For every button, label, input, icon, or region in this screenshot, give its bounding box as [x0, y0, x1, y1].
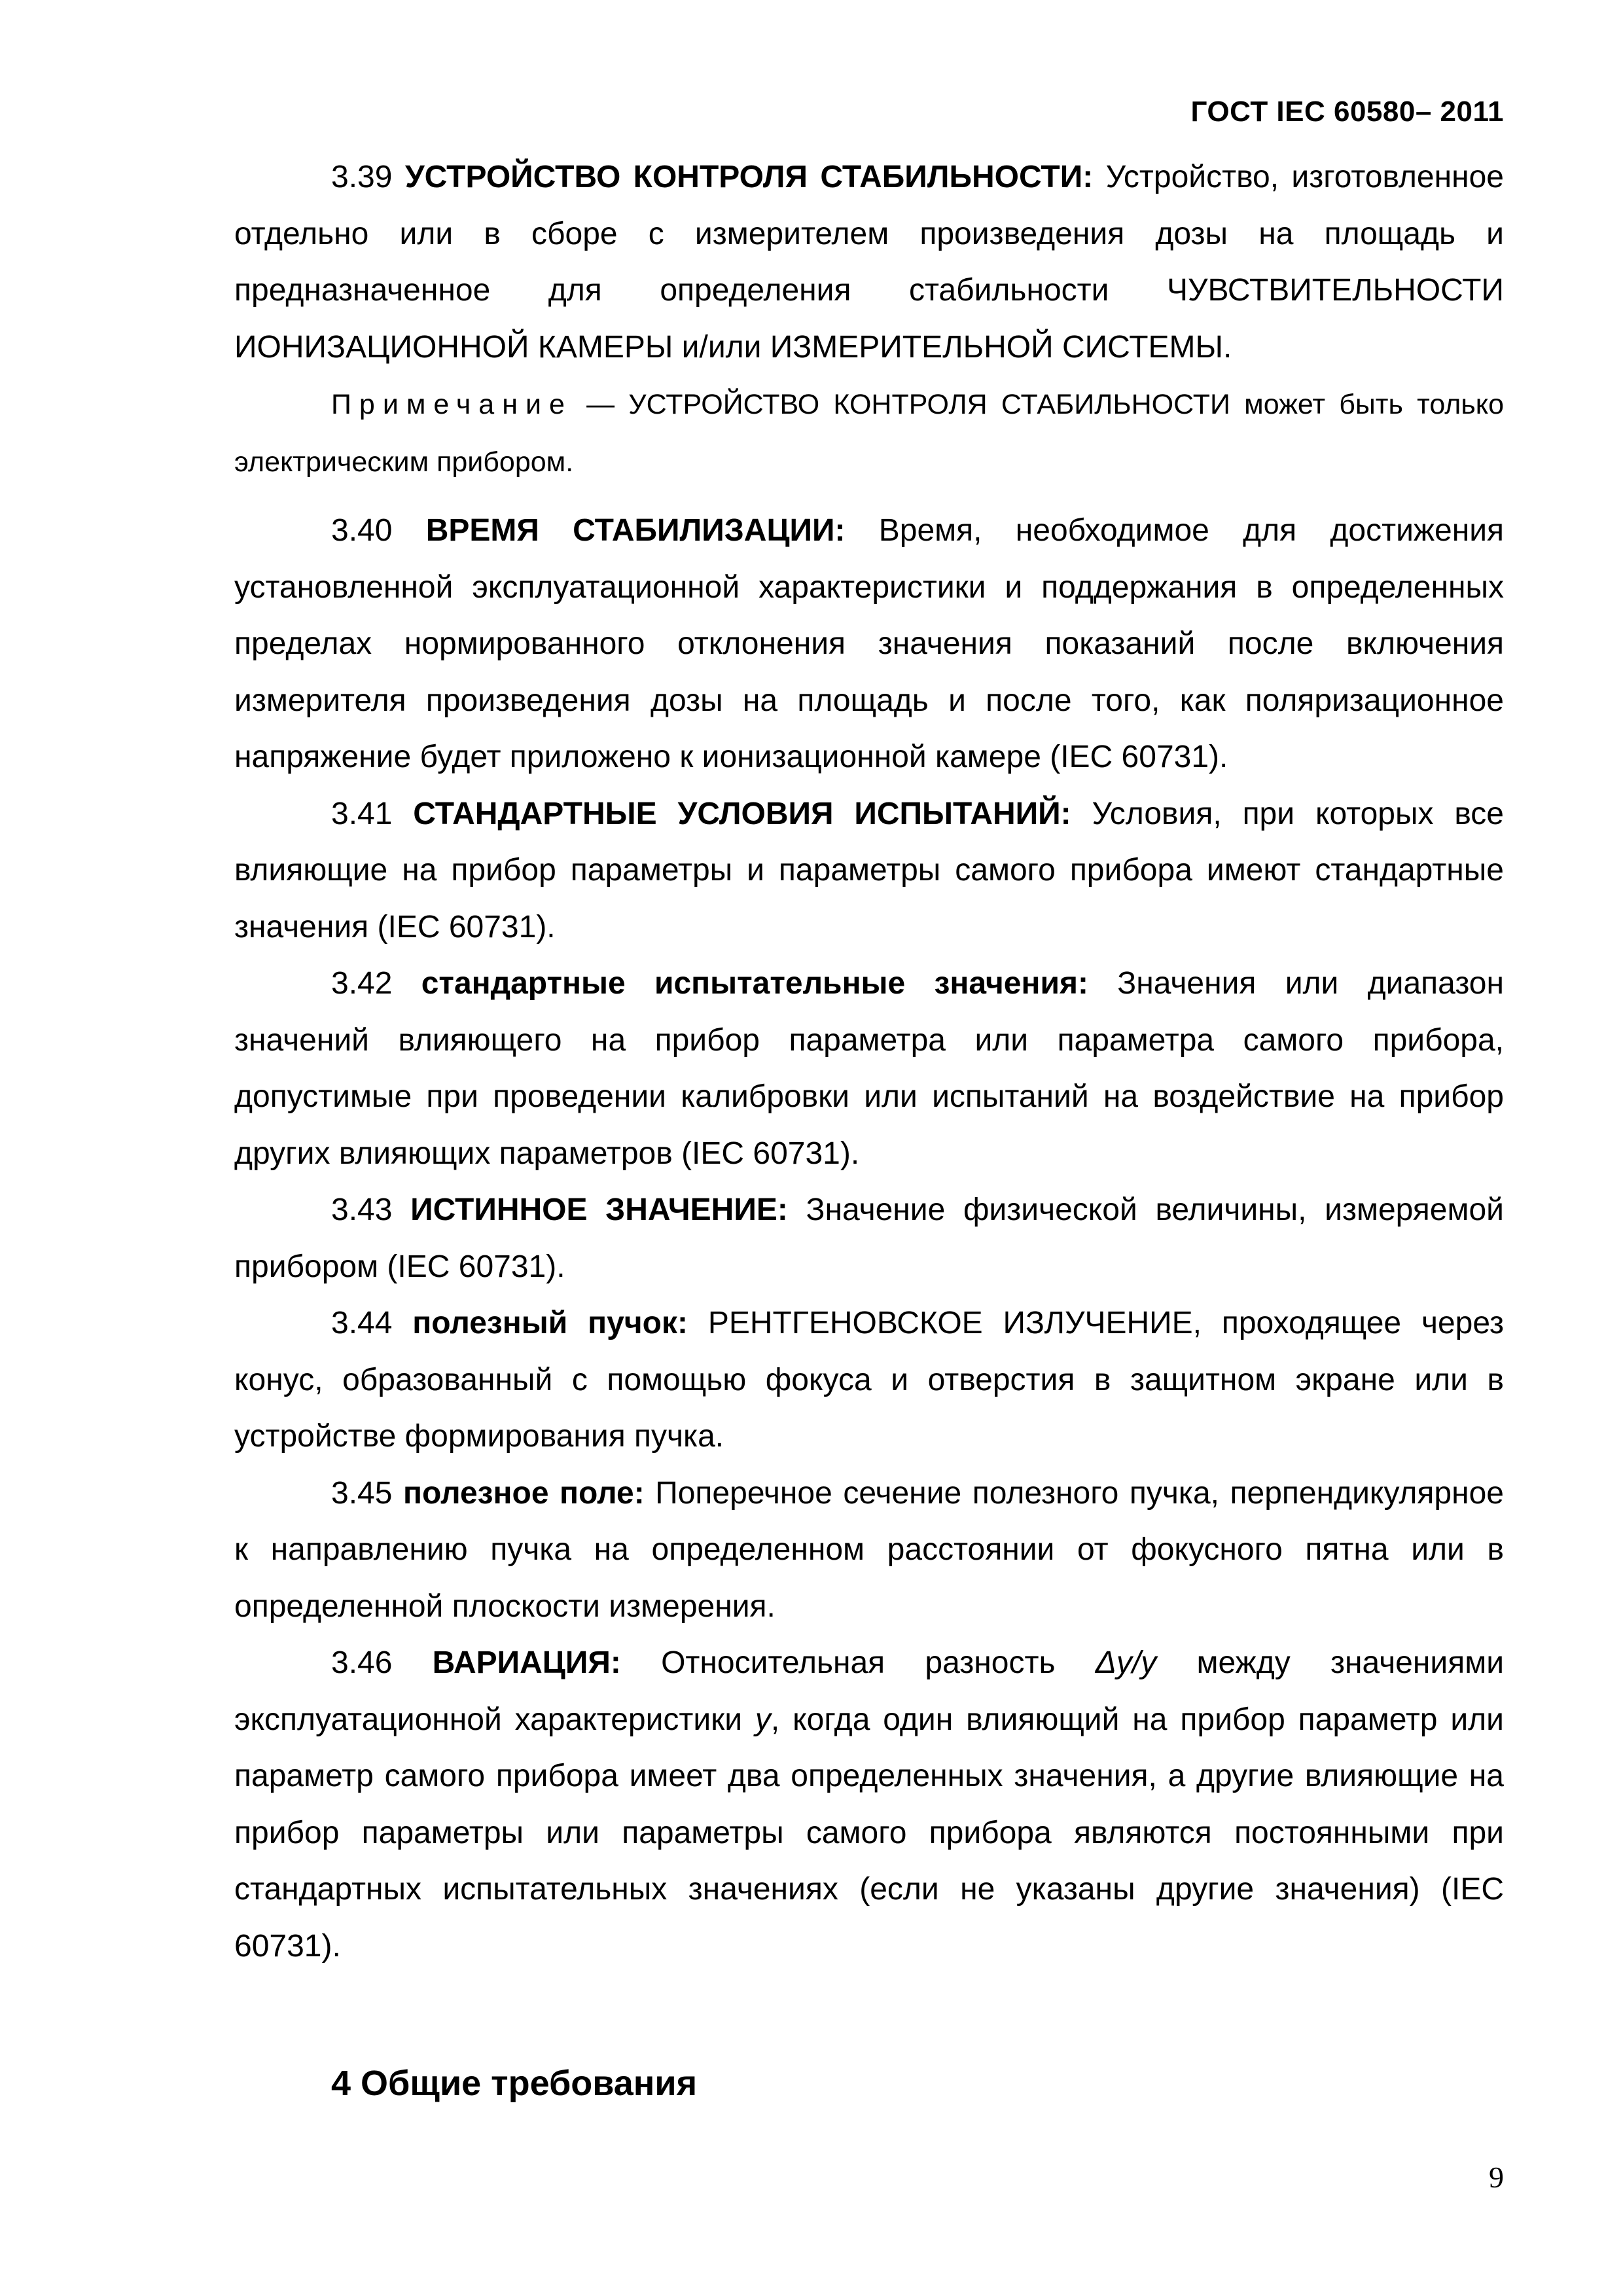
definition-number: 3.43 — [331, 1193, 393, 1227]
definition-number: 3.45 — [331, 1475, 393, 1511]
definition-term: полезное поле: — [402, 1475, 645, 1511]
definition-text: Условия, при которых все влияющие на прибор параметры и параметры самого прибора имеют стандартные значения (IEC 60731). — [234, 796, 1504, 944]
definition-text: Поперечное сечение полезного пучка, перпендикулярное к направлению пучка на определенном расстоянии от фокусного пятна или в определенной плоскости измерения. — [234, 1475, 1504, 1624]
definition-3-41 — [234, 786, 1504, 956]
definition-number: 3.42 — [331, 966, 393, 1001]
definition-text: , когда один влияющий на прибор параметр или параметр самого прибора имеет два определенных значения, а другие влияющие на прибор параметры или параметры самого прибора являются постоянными при стандартных испытательных значениях (если не указаны другие значения) (IEC 60731). — [234, 1702, 1504, 1964]
definition-term: СТАНДАРТНЫЕ УСЛОВИЯ ИСПЫТАНИЙ: — [413, 796, 1071, 831]
definition-text: Относительная разность — [620, 1645, 1096, 1680]
variable: y — [755, 1702, 771, 1737]
formula: Δy/y — [1095, 1645, 1157, 1680]
note-text: — УСТРОЙСТВО КОНТРОЛЯ СТАБИЛЬНОСТИ может быть только электрическим прибором. — [234, 389, 1504, 478]
note-label: Примечание — [331, 389, 573, 420]
section-heading: 4 Общие требования — [331, 2064, 698, 2103]
definition-3-43 — [234, 1182, 1504, 1295]
definition-number: 3.44 — [331, 1306, 393, 1340]
definition-term: полезный пучок: — [412, 1306, 688, 1340]
definition-text: Устройство, изготовленное отдельно или в сборе с измерителем произведения дозы на площадь и предназначенное для определения стабильности ЧУВСТВИТЕЛЬНОСТИ ИОНИЗАЦИОННОЙ КАМЕРЫ и/или ИЗМЕРИТЕЛЬНОЙ СИСТЕМЫ. — [234, 160, 1504, 365]
definition-text: между значениями эксплуатационной характеристики — [234, 1645, 1505, 1737]
definition-text: РЕНТГЕНОВСКОЕ ИЗЛУЧЕНИЕ, проходящее через конус, образованный с помощью фокуса и отверстия в защитном экране или в устройстве формирования пучка. — [234, 1306, 1504, 1454]
definition-text: Время, необходимое для достижения установленной эксплуатационной характеристики и поддержания в определенных пределах нормированного отклонения значения показаний после включения измерителя произведения дозы на площадь и после того, как поляризационное напряжение будет приложено к ионизационной камере (IEC 60731). — [234, 513, 1505, 774]
definition-3-40 — [234, 503, 1504, 786]
note — [234, 376, 1504, 503]
definition-number: 3.41 — [331, 796, 393, 831]
document-header: ГОСТ IEC 60580– 2011 — [1190, 96, 1504, 128]
definition-3-46 — [234, 1635, 1504, 1975]
definition-3-44 — [234, 1295, 1504, 1465]
definition-number: 3.46 — [331, 1645, 393, 1680]
definition-term: ВРЕМЯ СТАБИЛИЗАЦИИ: — [425, 513, 846, 548]
definition-3-39 — [234, 149, 1504, 376]
definition-text: Значения или диапазон значений влияющего на прибор параметра или параметра самого прибора, допустимые при проведении калибровки или испытаний на воздействие на прибор других влияющих параметров (IEC 60731). — [234, 966, 1504, 1171]
definition-term: УСТРОЙСТВО КОНТРОЛЯ СТАБИЛЬНОСТИ: — [404, 160, 1094, 194]
definition-number: 3.40 — [331, 513, 393, 548]
definition-text: Значение физической величины, измеряемой прибором (IEC 60731). — [234, 1193, 1504, 1284]
definition-term: ИСТИННОЕ ЗНАЧЕНИЕ: — [410, 1193, 788, 1227]
page-number: 9 — [1489, 2161, 1504, 2194]
definition-term: ВАРИАЦИЯ: — [432, 1645, 621, 1680]
definition-number: 3.39 — [331, 160, 393, 194]
definitions-body — [234, 149, 1504, 1975]
definition-term: стандартные испытательные значения: — [421, 966, 1088, 1001]
definition-3-42 — [234, 956, 1504, 1182]
definition-3-45 — [234, 1465, 1504, 1636]
